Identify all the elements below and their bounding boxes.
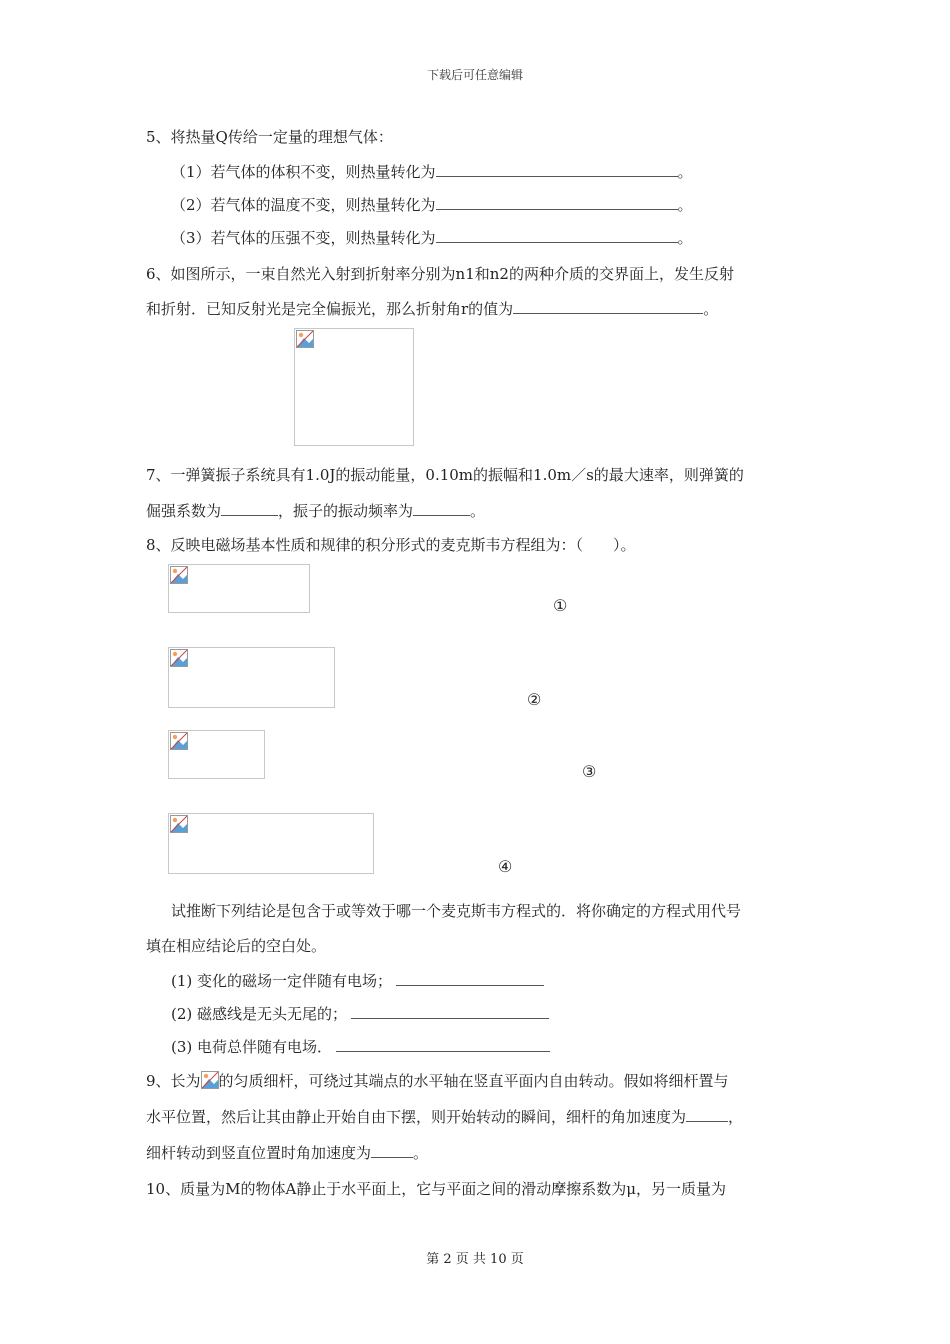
q6-line1: 6、如图所示，一束自然光入射到折射率分别为n1和n2的两种介质的交界面上，发生反射 (146, 265, 734, 283)
q9-inline-image-placeholder (201, 1071, 219, 1089)
q8-conclusion2-text: (2) 磁感线是无头无尾的； (171, 1005, 348, 1023)
q5-part3-text: （3）若气体的压强不变，则热量转化为 (171, 229, 436, 247)
q8-blank1[interactable] (396, 971, 544, 986)
q6-line2 (146, 299, 718, 319)
q9-line2-end: ， (728, 1108, 744, 1126)
q10-line1: 10、质量为M的物体A静止于水平面上，它与平面之间的滑动摩擦系数为μ，另一质量为 (146, 1180, 727, 1198)
equation-mark-4: ④ (498, 857, 513, 876)
q7-line2-end: 。 (470, 502, 486, 520)
q9-line2-text: 水平位置，然后让其由静止开始自由下摆，则开始转动的瞬间，细杆的角加速度为 (146, 1108, 687, 1126)
q5-part1-text: （1）若气体的体积不变，则热量转化为 (171, 163, 436, 181)
q6-figure-placeholder (294, 328, 414, 446)
broken-image-icon (170, 815, 188, 833)
q8-blank3[interactable] (336, 1037, 550, 1052)
q7-line2 (146, 501, 485, 521)
q7-blank1[interactable] (221, 501, 278, 516)
q5-stem: 5、将热量Q传给一定量的理想气体： (146, 128, 393, 146)
q8-equation3-placeholder (168, 730, 265, 779)
q8-conclusion2 (171, 1004, 549, 1024)
q5-part1-end: 。 (677, 163, 693, 181)
broken-image-icon (170, 649, 188, 667)
q6-line2-end: 。 (703, 300, 719, 318)
q9-line3 (146, 1143, 428, 1163)
q8-conclusion3-text: (3) 电荷总伴随有电场． (171, 1038, 333, 1056)
q8-conclusion3 (171, 1037, 550, 1057)
equation-mark-2: ② (527, 690, 542, 709)
q5-part2 (171, 195, 693, 215)
q9-blank1[interactable] (686, 1107, 728, 1122)
q9-line3-end: 。 (413, 1144, 429, 1162)
q8-equation4-placeholder (168, 813, 374, 874)
q9-line1b-text: 的匀质细杆，可绕过其端点的水平轴在竖直平面内自由转动。假如将细杆置与 (218, 1072, 729, 1090)
q5-part3 (171, 228, 693, 248)
q9-line3-text: 细杆转动到竖直位置时角加速度为 (146, 1144, 372, 1162)
q5-blank3[interactable] (436, 228, 678, 243)
q7-line2b-text: ，振子的振动频率为 (278, 502, 414, 520)
equation-mark-3: ③ (582, 762, 597, 781)
q8-equation2-placeholder (168, 647, 335, 708)
q5-blank2[interactable] (436, 195, 678, 210)
q8-stem: 8、反映电磁场基本性质和规律的积分形式的麦克斯韦方程组为：（ ）。 (146, 536, 636, 554)
q5-part2-text: （2）若气体的温度不变，则热量转化为 (171, 196, 436, 214)
broken-image-icon (201, 1071, 219, 1089)
q8-paragraph-line1: 试推断下列结论是包含于或等效于哪一个麦克斯韦方程式的．将你确定的方程式用代号 (171, 902, 742, 920)
q8-paragraph-line2: 填在相应结论后的空白处。 (146, 937, 327, 955)
broken-image-icon (170, 566, 188, 584)
q5-blank1[interactable] (436, 162, 678, 177)
q7-line1: 7、一弹簧振子系统具有1.0J的振动能量，0.10m的振幅和1.0m／s的最大速率，则弹簧的 (146, 466, 744, 484)
q8-equation1-placeholder (168, 564, 310, 613)
broken-image-icon (296, 330, 314, 348)
q8-conclusion1-text: (1) 变化的磁场一定伴随有电场； (171, 972, 393, 990)
q5-part1 (171, 162, 693, 182)
q9-line1 (146, 1071, 729, 1091)
q8-blank2[interactable] (351, 1004, 549, 1019)
q7-line2a-text: 倔强系数为 (146, 502, 222, 520)
q5-part2-end: 。 (677, 196, 693, 214)
equation-mark-1: ① (553, 596, 568, 615)
broken-image-icon (170, 732, 188, 750)
page-header: 下载后可任意编辑 (426, 68, 523, 82)
q9-line1a-text: 9、长为 (146, 1072, 201, 1090)
q9-line2 (146, 1107, 743, 1127)
q7-blank2[interactable] (413, 501, 470, 516)
q6-blank[interactable] (513, 299, 703, 314)
q6-line2-text: 和折射．已知反射光是完全偏振光，那么折射角r的值为 (146, 300, 514, 318)
page-footer: 第 2 页 共 10 页 (426, 1252, 524, 1267)
q9-blank2[interactable] (371, 1143, 413, 1158)
q5-part3-end: 。 (677, 229, 693, 247)
q8-conclusion1 (171, 971, 544, 991)
